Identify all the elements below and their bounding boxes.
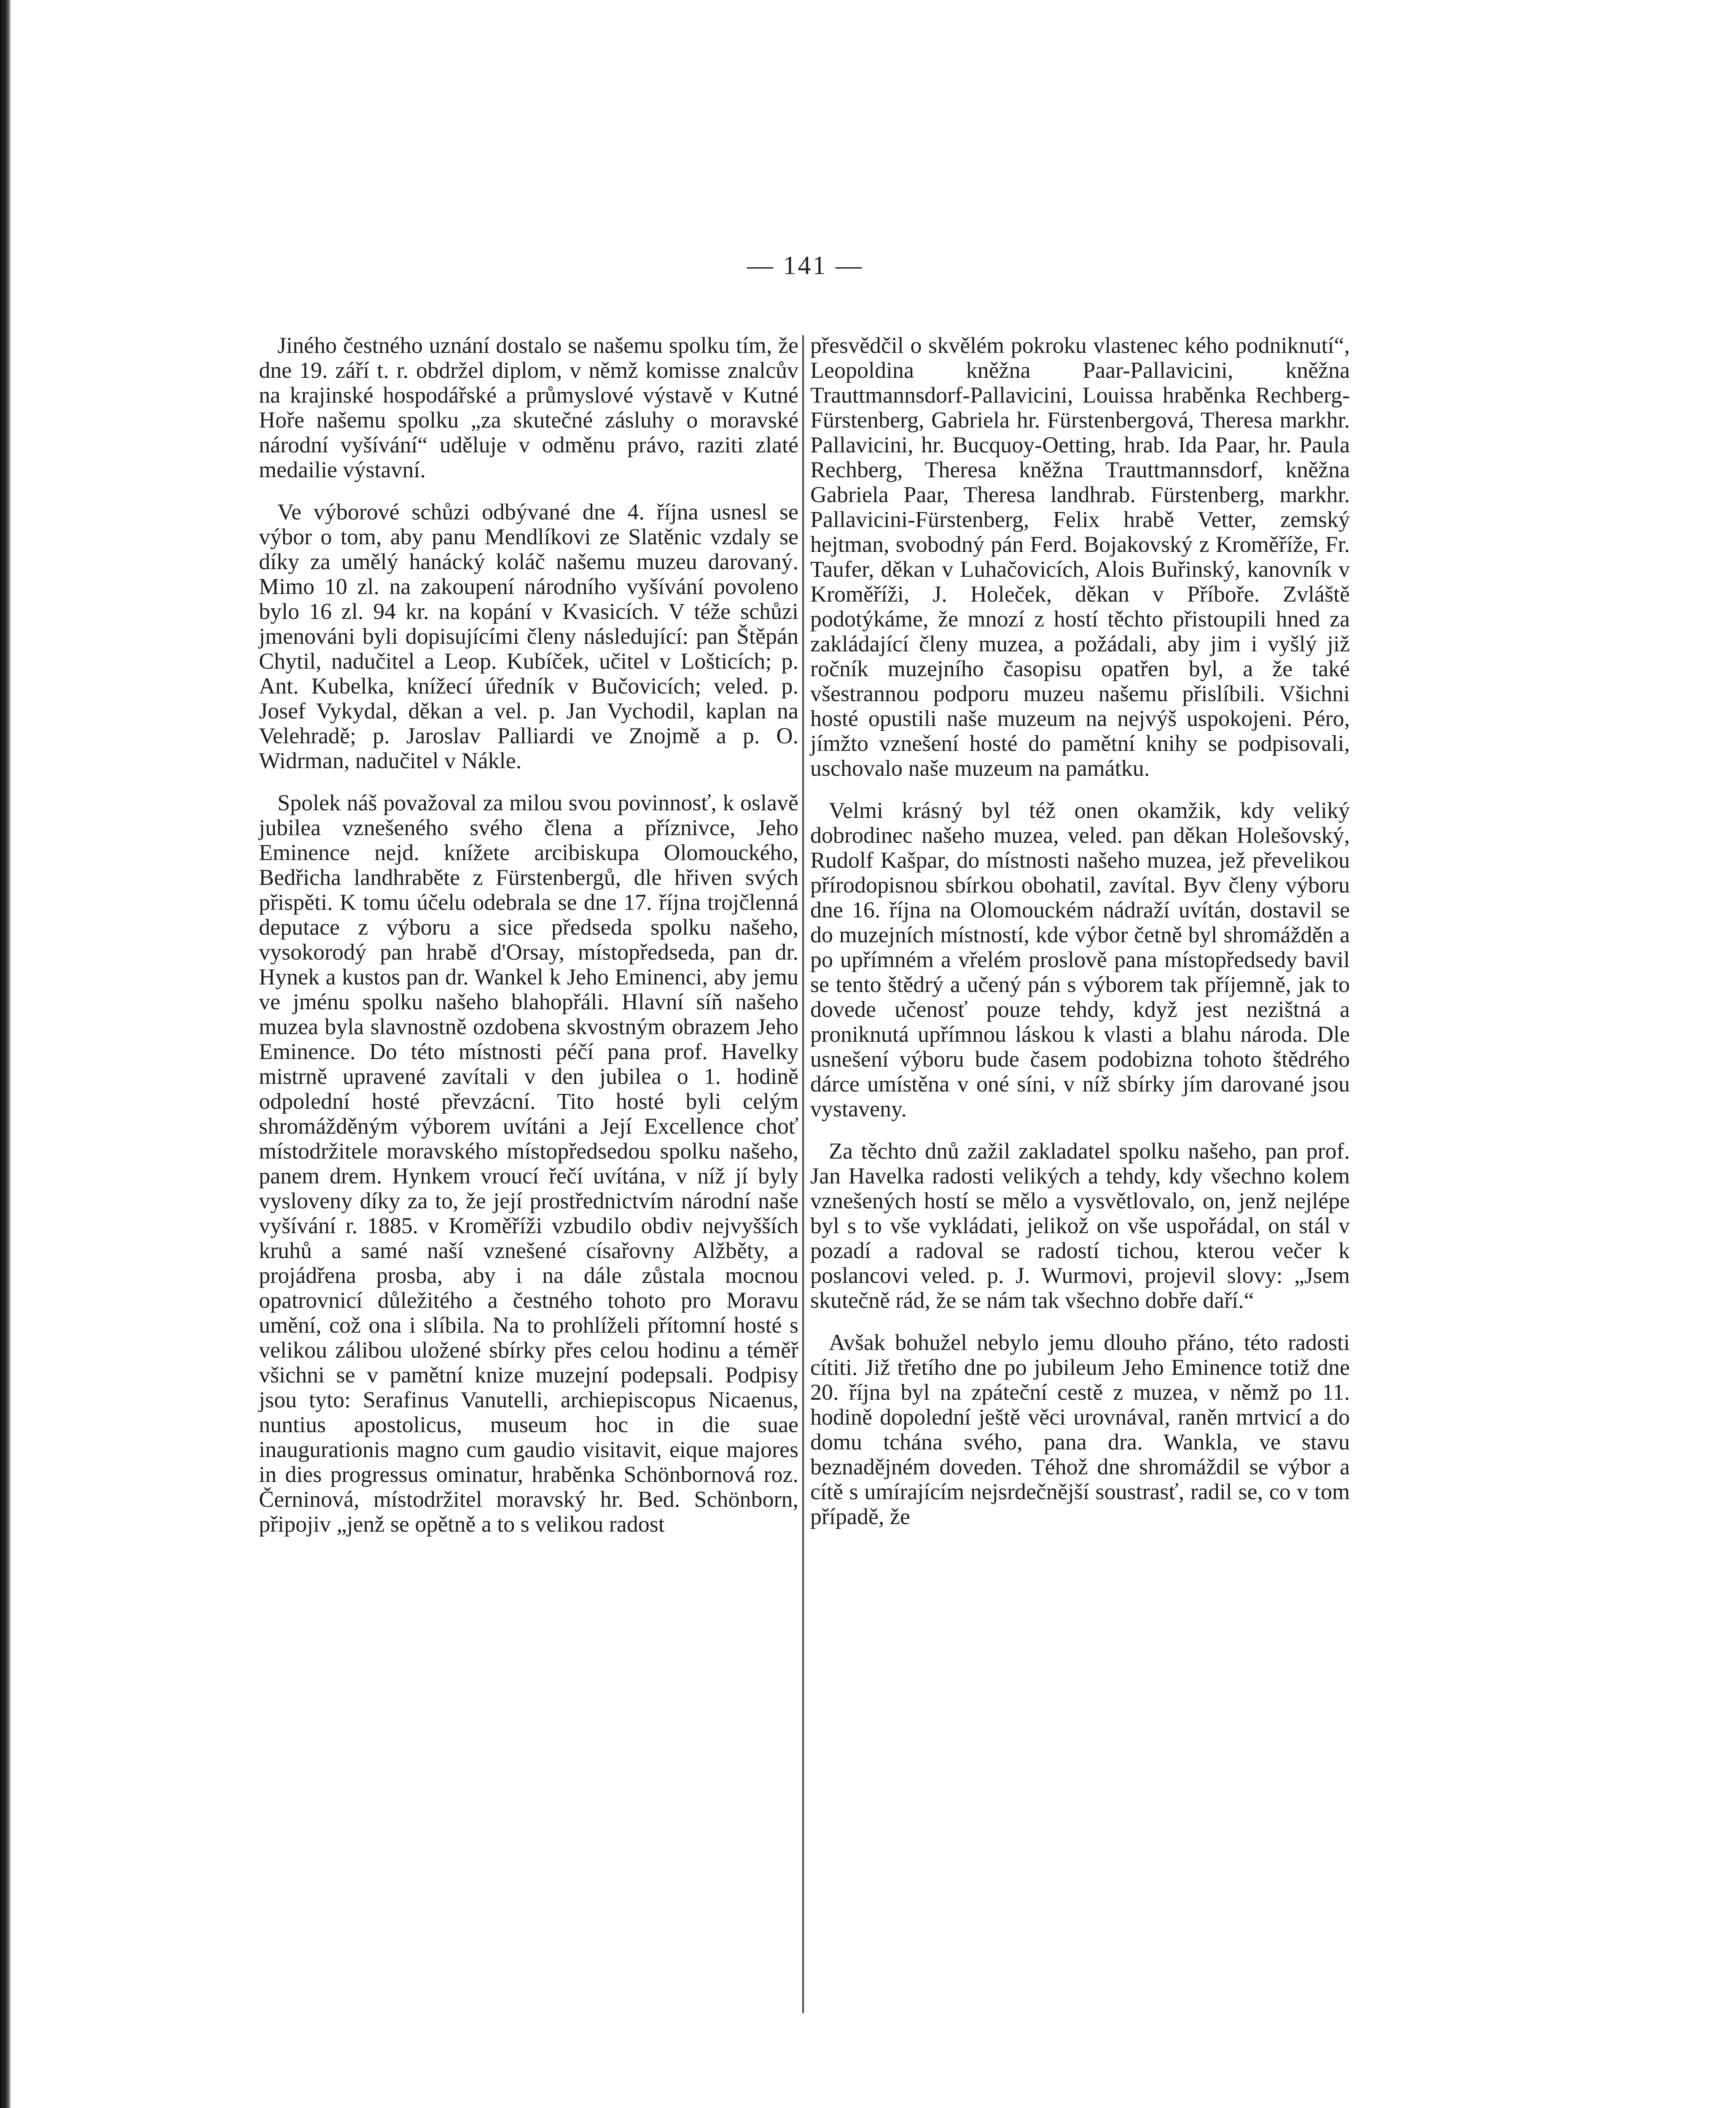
paragraph-dean-visit: Velmi krásný byl též onen okamžik, kdy veliký dobrodinec našeho muzea, veled. pan děkan Holešovský, Rudolf Kašpar, do místnosti našeho muzea, jež převelikou přírodopisnou sbírkou obohatil, zavítal. Byv členy výboru dne 16. října na Olomouckém nádraží uvítán, dostavil se do muzejních místností, kde výbor četně byl shromážděn a po upřímném a vřelém proslově pana místopředsedy bavil se tento štědrý a učený pán s výborem tak příjemně, jak to dovede učenosť pouze tehdy, když jest nezištná a proniknutá upřímnou láskou k vlasti a blahu národa. Dle usnešení výboru bude časem podobizna tohoto štědrého dárce umístěna v oné síni, v níž sbírky jím darované jsou vystaveny. xyxy=(810,798,1350,1121)
paragraph-jubilee-visit: Spolek náš považoval za milou svou povinnosť, k oslavě jubilea vznešeného svého člena a příznivce, Jeho Eminence nejd. knížete arcibiskupa Olomouckého, Bedřicha landhraběte z Fürstenbergů, dle hřiven svých přispěti. K tomu účelu odebrala se dne 17. října trojčlenná deputace z výboru a sice předseda spolku našeho, vysokorodý pan hrabě d'Orsay, místopředseda, pan dr. Hynek a kustos pan dr. Wankel k Jeho Eminenci, aby jemu ve jménu spolku našeho blahopřáli. Hlavní síň našeho muzea byla slavnostně ozdobena skvostným obrazem Jeho Eminence. Do této místnosti péčí pana prof. Havelky mistrně upravené zavítali v den jubilea o 1. hodině odpolední hosté převzácní. Tito hosté byli celým shromážděným výborem uvítáni a Její Excellence choť místodržitele moravského místopředsedou spolku našeho, panem drem. Hynkem vroucí řečí uvítána, v níž jí byly vysloveny díky za to, že její prostřednictvím národní naše vyšívání r. 1885. v Kroměříži vzbudilo obdiv nejvyšších kruhů a samé naší vznešené císařovny Alžběty, a projádřena prosba, aby i na dále zůstala mocnou opatrovnicí důležitého a čestného tohoto pro Moravu umění, což ona i slíbila. Na to prohlíželi přítomní hosté s velikou zálibou uložené sbírky přes celou hodinu a téměř všichni se v pamětní knize muzejní podepsali. Podpisy jsou tyto: Serafinus Vanutelli, archiepiscopus Nicaenus, nuntius apostolicus, museum hoc in die suae inaugurationis magno cum gaudio visitavit, eique majores in dies progressus ominatur, hraběnka Schönbornová roz. Černinová, místodržitel moravský hr. Bed. Schönborn, připojiv „jenž se opětně a to s velikou radost xyxy=(259,790,798,1537)
left-column xyxy=(259,333,798,1537)
right-column xyxy=(810,333,1350,1529)
column-divider xyxy=(802,335,804,2013)
paragraph-founder-illness: Avšak bohužel nebylo jemu dlouho přáno, této radosti cítiti. Již třetího dne po jubileum Jeho Eminence totiž dne 20. října byl na zpáteční cestě z muzea, v němž po 11. hodině dopolední ještě věci urovnával, raněn mrtvicí a do domu tchána svého, pana dra. Wankla, ve stavu beznadějném doveden. Téhož dne shromáždil se výbor a cítě s umírajícím nejsrdečnější soustrasť, radil se, co v tom případě, že xyxy=(810,1330,1350,1529)
paragraph-diploma: Jiného čestného uznání dostalo se našemu spolku tím, že dne 19. září t. r. obdržel diplom, v němž komisse znalcův na krajinské hospodářské a průmyslové výstavě v Kutné Hoře našemu spolku „za skutečné zásluhy o moravské národní vyšívání“ uděluje v odměnu právo, raziti zlaté medailie výstavní. xyxy=(259,333,798,482)
scan-edge xyxy=(0,0,11,2108)
paragraph-signatures: přesvědčil o skvělém pokroku vlastenec kého podniknutí“, Leopoldina kněžna Paar-Pallavicini, kněžna Trauttmannsdorf-Pallavicini, Louissa hraběnka Rechberg-Fürstenberg, Gabriela hr. Fürstenbergová, Theresa markhr. Pallavicini, hr. Bucquoy-Oetting, hrab. Ida Paar, hr. Paula Rechberg, Theresa kněžna Trauttmannsdorf, kněžna Gabriela Paar, Theresa landhrab. Fürstenberg, markhr. Pallavicini-Fürstenberg, Felix hrabě Vetter, zemský hejtman, svobodný pán Ferd. Bojakovský z Kroměříže, Fr. Taufer, děkan v Luhačovicích, Alois Buřinský, kanovník v Kroměříži, J. Holeček, děkan v Příboře. Zvláště podotýkáme, že mnozí z hostí těchto přistoupili hned za zakládající členy muzea, a požádali, aby jim i vyšlý již ročník muzejního časopisu opatřen byl, a že také všestrannou podporu muzeu našemu přislíbili. Všichni hosté opustili naše muzeum na nejvýš uspokojeni. Péro, jímžto vznešení hosté do pamětní knihy se podpisovali, uschovalo naše muzeum na památku. xyxy=(810,333,1350,781)
paragraph-committee-meeting: Ve výborové schůzi odbývané dne 4. října usnesl se výbor o tom, aby panu Mendlíkovi ze Slatěnic vzdaly se díky za umělý hanácký koláč našemu muzeu darovaný. Mimo 10 zl. na zakoupení národního vyšívání povoleno bylo 16 zl. 94 kr. na kopání v Kvasicích. V téže schůzi jmenováni byli dopisujícími členy následující: pan Štěpán Chytil, nadučitel a Leop. Kubíček, učitel v Lošticích; p. Ant. Kubelka, knížecí úředník v Bučovicích; veled. p. Josef Vykydal, děkan a vel. p. Jan Vychodil, kaplan na Velehradě; p. Jaroslav Palliardi ve Znojmě a p. O. Widrman, nadučitel v Nákle. xyxy=(259,499,798,773)
page-number: — 141 — xyxy=(747,251,863,280)
paragraph-founder-joy: Za těchto dnů zažil zakladatel spolku našeho, pan prof. Jan Havelka radosti velikých a tehdy, kdy všechno kolem vznešených hostí se mělo a vysvětlovalo, on, jenž nejlépe byl s to vše vykládati, jelikož on vše uspořádal, on stál v pozadí a radoval se radostí tichou, kterou večer k poslancovi veled. p. J. Wurmovi, projevil slovy: „Jsem skutečně rád, že se nám tak všechno dobře daří.“ xyxy=(810,1138,1350,1313)
